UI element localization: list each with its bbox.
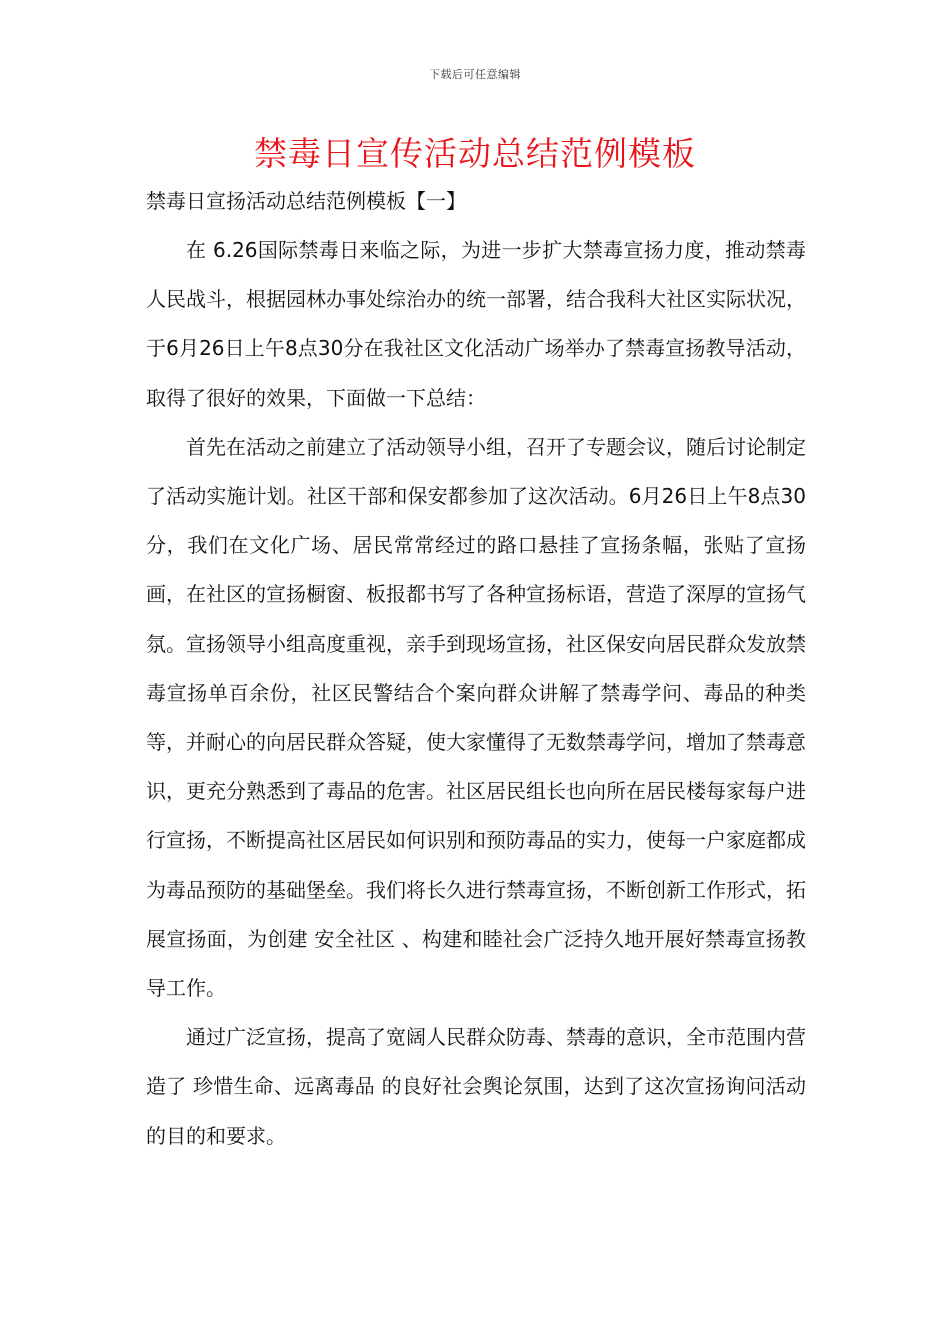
document-title: 禁毒日宣传活动总结范例模板 (254, 134, 696, 173)
paragraph: 在 6.26国际禁毒日来临之际，为进一步扩大禁毒宣扬力度，推动禁毒人民战斗，根据园林办事处综治办的统一部署，结合我科大社区实际状况，于6月26日上午8点30分在我社区文化活动广场举办了禁毒宣扬教导活动，取得了很好的效果，下面做一下总结： (146, 238, 806, 410)
header-note: 下载后可任意编辑 (429, 68, 521, 81)
paragraph: 首先在活动之前建立了活动领导小组，召开了专题会议，随后讨论制定了活动实施计划。社区干部和保安都参加了这次活动。6月26日上午8点30分，我们在文化广场、居民常常经过的路口悬挂了宣扬条幅，张贴了宣扬画，在社区的宣扬橱窗、板报都书写了各种宣扬标语，营造了深厚的宣扬气氛。宣扬领导小组高度重视，亲手到现场宣扬，社区保安向居民群众发放禁毒宣扬单百余份，社区民警结合个案向群众讲解了禁毒学问、毒品的种类等，并耐心的向居民群众答疑，使大家懂得了无数禁毒学问，增加了禁毒意识，更充分熟悉到了毒品的危害。社区居民组长也向所在居民楼每家每户进行宣扬，不断提高社区居民如何识别和预防毒品的实力，使每一户家庭都成为毒品预防的基础堡垒。我们将长久进行禁毒宣扬，不断创新工作形式，拓展宣扬面，为创建 安全社区 、构建和睦社会广泛持久地开展好禁毒宣扬教导工作。 (146, 434, 806, 1001)
paragraph: 通过广泛宣扬，提高了宽阔人民群众防毒、禁毒的意识，全市范围内营造了 珍惜生命、远离毒品 的良好社会舆论氛围，达到了这次宣扬询问活动的目的和要求。 (146, 1025, 806, 1148)
document-subtitle: 禁毒日宣扬活动总结范例模板【一】 (146, 189, 466, 213)
document-body (146, 226, 806, 1161)
